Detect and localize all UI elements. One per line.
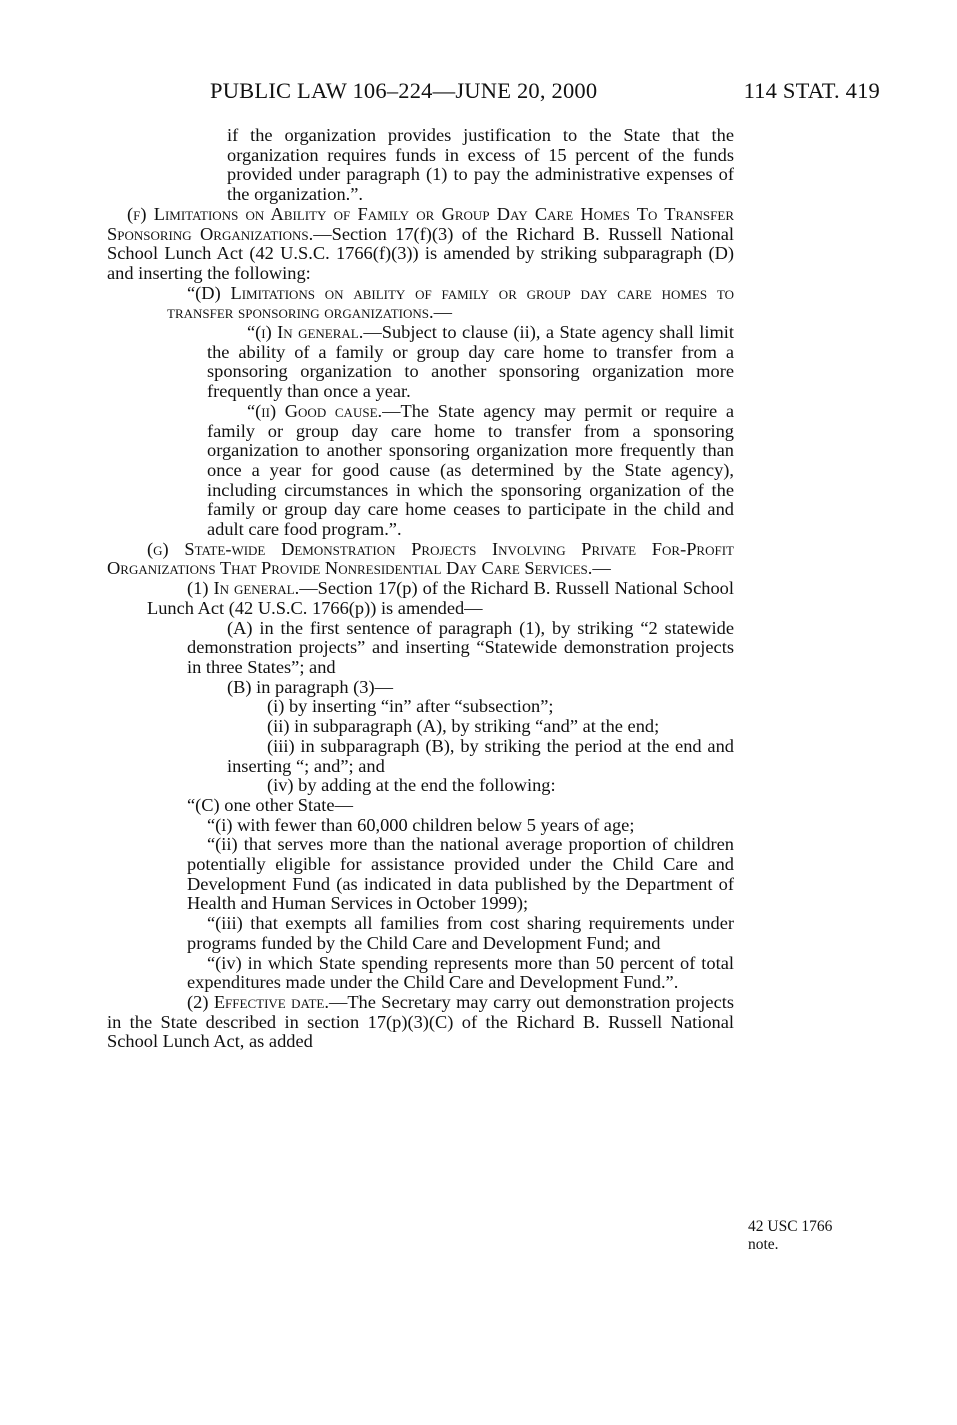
margin-citation: 42 USC 1766: [748, 1218, 833, 1235]
paragraph-continuation: if the organization provides justification to the State that the organization requires funds in excess of 15 percent of the funds provided under paragraph (1) to pay the administrative expenses of the organization.”.: [227, 125, 734, 205]
subparagraph-D-heading: “(D) Limitations on ability of family or group day care homes to transfer sponsoring organizations.: [167, 282, 734, 323]
clause-i-heading: “(i) In general.: [247, 322, 364, 343]
subsection-g-heading: (g) State-wide Demonstration Projects Involving Private For-Profit Organizations That Provide Nonresidential Day Care Services.: [107, 538, 734, 579]
page-header: [210, 78, 880, 106]
clause-ii-text: —The State agency may permit or require a family or group day care home to transfer from a sponsoring organization to another sponsoring organization more frequently than once a year for good cause (as determined by the State agency), including circumstances in which the sponsoring organization of the family or group day care home ceases to participate in the child and adult care food program.”.: [207, 400, 734, 540]
clause-C-ii: “(ii) that serves more than the national average proportion of children potentially eligible for assistance provided under the Child Care and Development Fund (as indicated in data published by the Department of Health and Human Services in October 1999);: [187, 834, 734, 914]
paragraph-g2-heading: (2) Effective date.: [187, 991, 329, 1012]
document-body: [107, 126, 734, 1052]
paragraph-g2: [107, 993, 734, 1052]
paragraph-g1: [107, 579, 734, 618]
clause-B-ii: (ii) in subparagraph (A), by striking “and” at the end;: [267, 716, 660, 737]
public-law-title: PUBLIC LAW 106–224—JUNE 20, 2000: [210, 78, 598, 103]
margin-note-label: note.: [748, 1236, 779, 1253]
subparagraph-C: “(C) one other State—: [187, 794, 353, 815]
subparagraph-B: (B) in paragraph (3)—: [227, 676, 393, 697]
subsection-g: [107, 540, 734, 579]
paragraph-g2-text: —The Secretary may carry out demonstration projects in the State described in section 17(p)(3)(C) of the Richard B. Russell National School Lunch Act, as added: [107, 991, 735, 1052]
statute-page-number: 114 STAT. 419: [743, 78, 880, 103]
subsection-f-text: —Section 17(f)(3) of the Richard B. Russell National School Lunch Act (42 U.S.C. 1766(f)(3)) is amended by striking subparagraph (D) and inserting the following:: [107, 223, 734, 283]
clause-C-iii: “(iii) that exempts all families from cost sharing requirements under programs funded by the Child Care and Development Fund; and: [187, 913, 734, 953]
clause-ii-heading: “(ii) Good cause.: [247, 400, 383, 421]
clause-B-iv: (iv) by adding at the end the following:: [267, 775, 556, 796]
clause-C-i: “(i) with fewer than 60,000 children below 5 years of age;: [207, 814, 635, 835]
paragraph-g1-text: —Section 17(p) of the Richard B. Russell National School Lunch Act (42 U.S.C. 1766(p)) is amended—: [147, 578, 734, 618]
subparagraph-A: (A) in the first sentence of paragraph (1), by striking “2 statewide demonstration projects” and inserting “Statewide demonstration projects in three States”; and: [187, 617, 734, 677]
clause-ii: [107, 402, 734, 540]
margin-citation-note: [748, 1218, 858, 1254]
paragraph-g1-heading: (1) In general.: [187, 578, 300, 599]
subsection-f: [107, 205, 734, 284]
subparagraph-D-dash: —: [433, 302, 452, 323]
subsection-f-heading: (f) Limitations on Ability of Family or Group Day Care Homes To Transfer Sponsoring Organizations.: [107, 203, 734, 244]
clause-B-i: (i) by inserting “in” after “subsection”;: [267, 696, 554, 717]
clause-B-iii: (iii) in subparagraph (B), by striking the period at the end and inserting “; and”; and: [227, 735, 734, 776]
clause-C-iv: “(iv) in which State spending represents more than 50 percent of total expenditures made under the Child Care and Development Fund.”.: [187, 952, 734, 993]
clause-i: [107, 323, 734, 402]
clause-i-text: —Subject to clause (ii), a State agency shall limit the ability of a family or group day care home to transfer from a sponsoring organization to another sponsoring organization more frequently than once a year.: [207, 322, 734, 402]
subparagraph-D: [107, 284, 734, 323]
subsection-g-dash: —: [592, 558, 611, 579]
